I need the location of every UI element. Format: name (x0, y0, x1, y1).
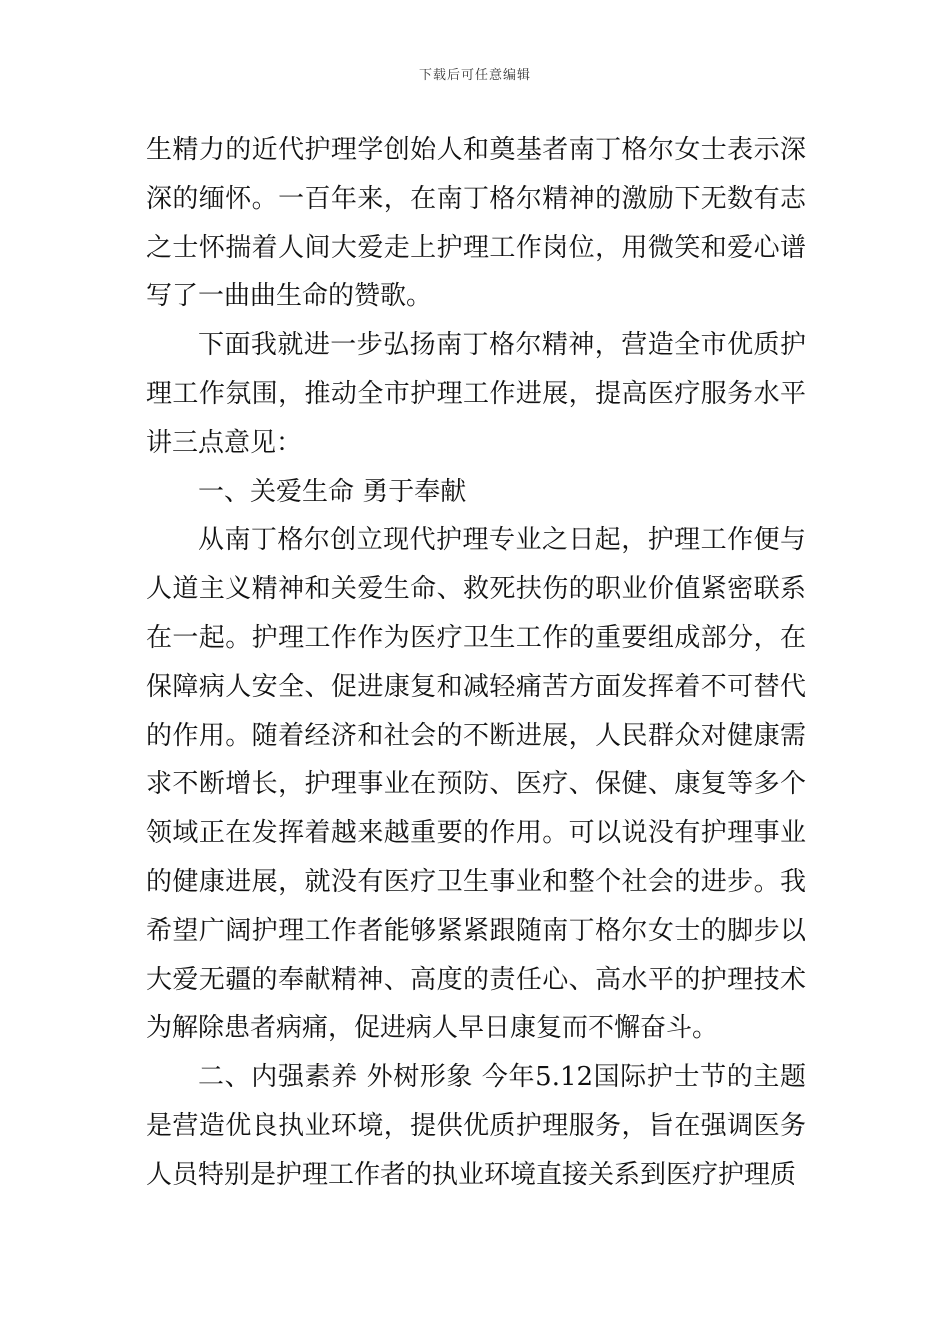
page-header-note: 下载后可任意编辑 (418, 68, 531, 83)
paragraph-intro-opinions: 下面我就进一步弘扬南丁格尔精神，营造全市优质护理工作氛围，推动全市护理工作进展，提高医疗服务水平讲三点意见： (146, 330, 806, 458)
paragraph-continuation: 生精力的近代护理学创始人和奠基者南丁格尔女士表示深深的缅怀。一百年来，在南丁格尔精神的激励下无数有志之士怀揣着人间大爱走上护理工作岗位，用微笑和爱心谱写了一曲曲生命的赞歌。 (146, 135, 806, 312)
paragraph-section-2: 二、内强素养 外树形象 今年5.12国际护士节的主题是营造优良执业环境，提供优质护理服务，旨在强调医务人员特别是护理工作者的执业环境直接关系到医疗护理质 (146, 1062, 806, 1190)
paragraph-section-1: 从南丁格尔创立现代护理专业之日起，护理工作便与人道主义精神和关爱生命、救死扶伤的职业价值紧密联系在一起。护理工作作为医疗卫生工作的重要组成部分，在保障病人安全、促进康复和减轻痛苦方面发挥着不可替代的作用。随着经济和社会的不断进展，人民群众对健康需求不断增长，护理事业在预防、医疗、保健、康复等多个领域正在发挥着越来越重要的作用。可以说没有护理事业的健康进展，就没有医疗卫生事业和整个社会的进步。我希望广阔护理工作者能够紧紧跟随南丁格尔女士的脚步以大爱无疆的奉献精神、高度的责任心、高水平的护理技术为解除患者病痛，促进病人早日康复而不懈奋斗。 (146, 525, 806, 1044)
document-body (146, 126, 806, 1200)
section-heading-1: 一、关爱生命 勇于奉献 (198, 476, 467, 507)
